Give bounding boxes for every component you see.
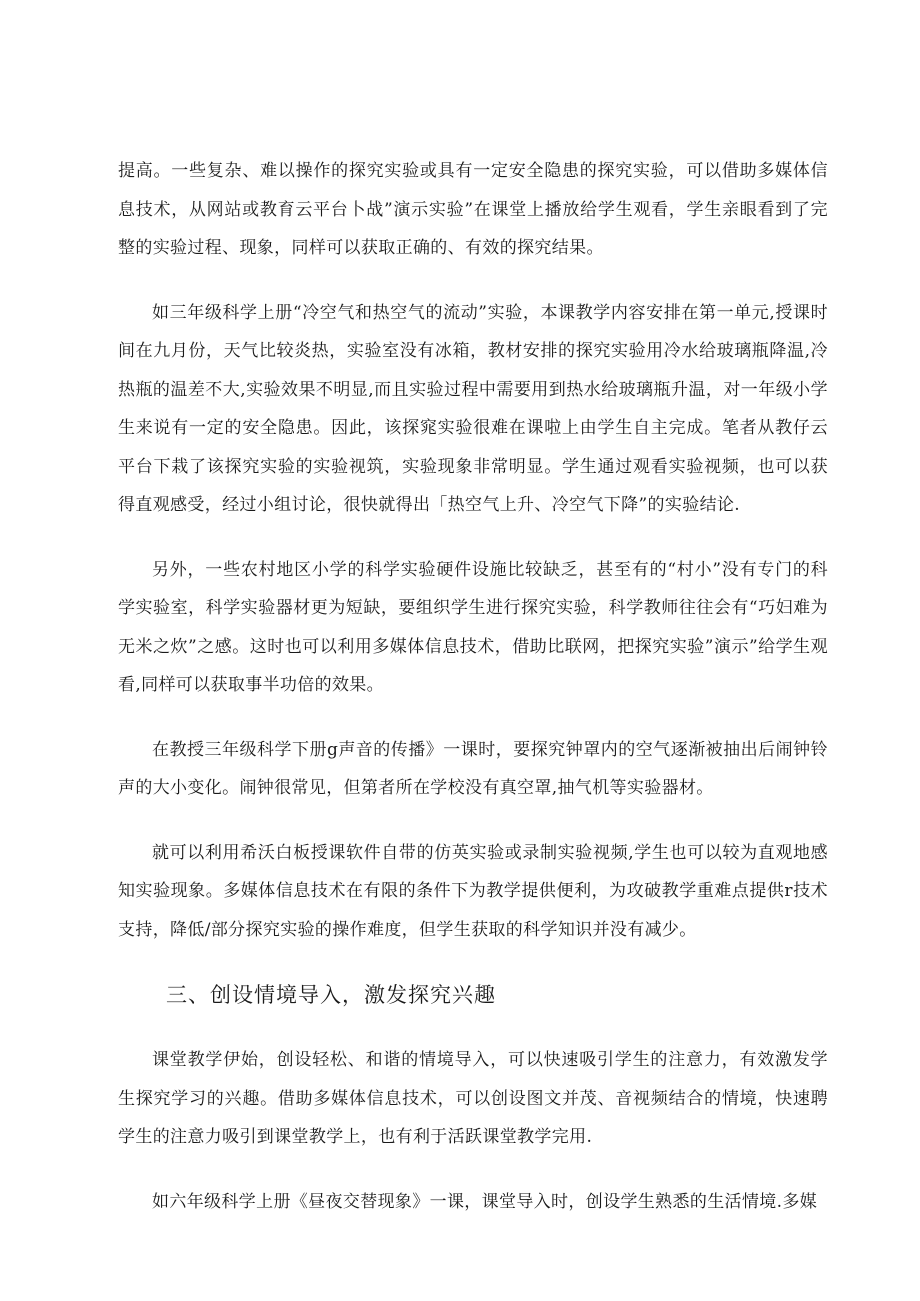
paragraph-lesson-introduction: 课堂教学伊始，创设轻松、和谐的情境导入，可以快速吸引学生的注意力，有效激发学生探究学习的兴趣。借助多媒体信息技术，可以创设图文并茂、音视频结合的情境，快速聘学生的注意力吸引到课堂教学上，也有利于活跃课堂教学完用. xyxy=(118,1050,828,1147)
paragraph-rural-schools: 另外，一些农村地区小学的科学实验硬件设施比较缺乏，甚至有的“村小”没有专门的科学实验室，科学实验器材更为短缺，要组织学生进行探究实验，科学教师往往会有“巧妇难为无米之炊”之感。这时也可以利用多媒体信息技术，借助比联网，把探究实验”演示”给学生观看,同样可以获取事半功倍的效果。 xyxy=(118,559,828,695)
paragraph-continuation: 提高。一些复杂、难以操作的探究实验或具有一定安全隐患的探究实验，可以借助多媒体信息技术，从网站或教育云平台卜战”演示实验”在课堂上播放给学生观看，学生亲眼看到了完整的实验过程、现象，同样可以获取正确的、有效的探究结果。 xyxy=(118,161,828,258)
paragraph-seewo-whiteboard: 就可以利用希沃白板授课软件自带的仿英实验或录制实验视频,学生也可以较为直观地感知实验现象。多媒体信息技术在有限的条件下为教学提供便利，为攻破教学重难点提供r技术支持，降低/部分探究实验的操作难度，但学生获取的科学知识并没有减少。 xyxy=(118,842,828,940)
document-body xyxy=(118,152,828,1221)
paragraph-cold-hot-air-experiment: 如三年级科学上册“冷空气和热空气的流动”实验，本课教学内容安排在第一单元,授课时间在九月份，天气比较炎热，实验室没有冰箱，教材安排的探究实验用冷水给玻璃瓶降温,冷热瓶的温差不大,实验效果不明显,而且实验过程中需要用到热水给玻璃瓶升温，对一年级小学生来说有一定的安全隐患。因此，该探窕实验很难在课啦上由学生自主完成。笔者从教仔云平台下栽了该探究实验的实验视筑，实验现象非常明显。学生通过观看实验视频，也可以获得直观感受，经过小组讨论，很快就得出「热空气上升、冷空气下降”的实验结论. xyxy=(118,302,828,515)
section-heading: 三、创设情境导入，激发探究兴趣 xyxy=(166,983,496,1007)
paragraph-sound-propagation: 在教授三年级科学下册g声音的传播》一课时，要探究钟罩内的空气逐渐被抽出后闹钟铃声的大小变化。闹钟很常见，但第者所在学校没有真空罩,抽气机等实验器材。 xyxy=(118,739,828,798)
paragraph-day-night-example: 如六年级科学上册《昼夜交替现象》一课，课堂导入时，创设学生熟悉的生活情境.多媒 xyxy=(152,1191,818,1212)
